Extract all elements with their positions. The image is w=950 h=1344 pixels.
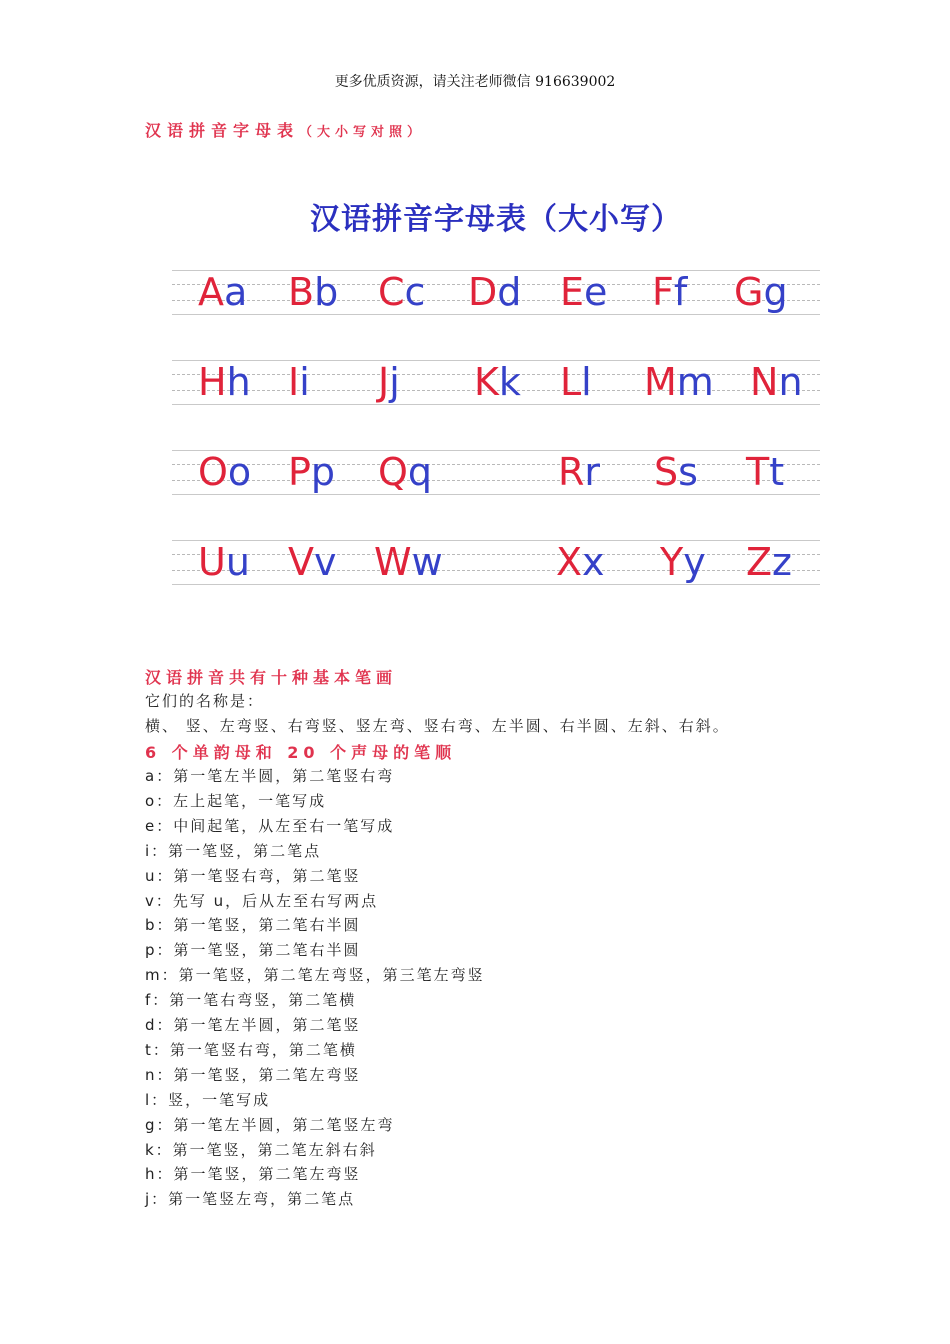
uppercase-letter: O [198,450,228,494]
ruled-line [172,314,820,315]
uppercase-letter: D [468,270,498,314]
page-heading-paren: （大小写对照） [299,125,426,140]
letter-pair [198,450,251,494]
stroke-order-item: j：第一笔竖左弯，第二笔点 [145,1190,356,1209]
letter-pair [556,540,605,584]
uppercase-letter: L [560,360,582,404]
stroke-order-item: l：竖，一笔写成 [145,1090,271,1109]
ruled-line [172,494,820,495]
ruled-line [172,540,820,541]
letter-pair [750,360,803,404]
stroke-order-item: t：第一笔竖右弯，第二笔横 [145,1040,357,1059]
letter-pair [654,450,698,494]
uppercase-letter: J [378,360,390,404]
uppercase-letter: T [746,450,770,494]
stroke-order-item: d：第一笔左半圆，第二笔竖 [145,1016,361,1034]
uppercase-letter: Y [660,540,684,584]
uppercase-letter: H [198,360,227,404]
lowercase-letter: y [683,540,706,584]
header-note: 更多优质资源，请关注老师微信 916639002 [334,74,616,90]
letter-pair [660,540,706,584]
stroke-order-item: a：第一笔左半圆，第二笔竖右弯 [145,767,395,785]
lowercase-letter: k [498,360,521,404]
lowercase-letter: a [224,270,248,314]
uppercase-letter: X [556,540,583,584]
letter-pair [652,270,687,314]
lowercase-letter: x [582,540,605,584]
letter-pair [558,450,600,494]
ruled-line [172,570,820,571]
letter-pair [746,540,792,584]
order-section-title: 6 个单韵母和 20 个声母的笔顺 [145,743,457,762]
lowercase-letter: e [584,270,608,314]
uppercase-letter: R [558,450,585,494]
ruled-line [172,584,820,585]
stroke-order-item: m：第一笔竖，第二笔左弯竖，第三笔左弯竖 [145,966,485,985]
lowercase-letter: h [226,360,251,404]
letter-pair [374,540,443,584]
lowercase-letter: c [404,270,426,314]
letter-pair [198,270,247,314]
letter-pair [288,450,335,494]
uppercase-letter: S [654,450,679,494]
stroke-order-item: n：第一笔竖，第二笔左弯竖 [145,1065,361,1084]
uppercase-letter: Q [378,450,408,494]
alphabet-chart [172,186,820,626]
lowercase-letter: v [314,540,337,584]
uppercase-letter: I [288,360,300,404]
letter-pair [288,540,337,584]
strokes-section-title: 汉语拼音共有十种基本笔画 [145,668,398,687]
stroke-order-item: u：第一笔竖右弯，第二笔竖 [145,866,361,885]
stroke-order-item: h：第一笔竖，第二笔左弯竖 [145,1165,361,1184]
uppercase-letter: P [288,450,311,494]
letter-pair [288,270,338,314]
strokes-intro: 它们的名称是： [145,692,265,710]
lowercase-letter: d [497,270,522,314]
lowercase-letter: j [389,360,400,404]
stroke-order-item: v：先写 u，后从左至右写两点 [145,891,379,910]
lowercase-letter: l [581,360,592,404]
uppercase-letter: V [288,540,314,584]
uppercase-letter: K [474,360,499,404]
ruled-row [172,450,820,494]
stroke-order-item: o：左上起笔，一笔写成 [145,791,327,810]
ruled-line [172,450,820,451]
lowercase-letter: m [676,360,714,404]
alphabet-chart-title: 汉语拼音字母表（大小写） [310,202,682,237]
letter-pair [378,450,432,494]
uppercase-letter: B [288,270,315,314]
lowercase-letter: s [678,450,698,494]
letter-pair [288,360,310,404]
lowercase-letter: f [673,270,688,314]
page-heading [145,118,425,141]
uppercase-letter: W [374,540,412,584]
letter-pair [378,360,400,404]
ruled-line [172,464,820,465]
lowercase-letter: q [407,450,433,494]
stroke-order-item: f：第一笔右弯竖，第二笔横 [145,991,357,1010]
uppercase-letter: M [644,360,677,404]
lowercase-letter: b [314,270,339,314]
lowercase-letter: r [584,450,601,494]
lowercase-letter: z [772,540,792,584]
letter-pair [378,270,425,314]
lowercase-letter: t [769,450,785,494]
page-heading-main: 汉语拼音字母表 [145,121,300,140]
lowercase-letter: i [299,360,310,404]
lowercase-letter: p [310,450,336,494]
uppercase-letter: U [198,540,226,584]
strokes-list: 横、 竖、左弯竖、右弯竖、竖左弯、竖右弯、左半圆、右半圆、左斜、右斜。 [145,717,730,735]
stroke-order-item: e：中间起笔，从左至右一笔写成 [145,816,395,835]
ruled-line [172,480,820,481]
lowercase-letter: w [411,540,443,584]
stroke-order-item: b：第一笔竖，第二笔右半圆 [145,916,361,935]
uppercase-letter: G [734,270,764,314]
letter-pair [468,270,521,314]
ruled-row [172,540,820,584]
ruled-line [172,554,820,555]
letter-pair [746,450,784,494]
letter-pair [198,360,251,404]
letter-pair [474,360,521,404]
lowercase-letter: n [778,360,803,404]
stroke-order-item: g：第一笔左半圆，第二笔竖左弯 [145,1115,395,1134]
uppercase-letter: Z [746,540,773,584]
uppercase-letter: N [750,360,779,404]
letter-pair [734,270,788,314]
stroke-order-item: p：第一笔竖，第二笔右半圆 [145,941,361,960]
lowercase-letter: o [227,450,252,494]
lowercase-letter: u [225,540,250,584]
stroke-order-item: i：第一笔竖，第二笔点 [145,841,322,860]
lowercase-letter: g [763,270,788,314]
letter-pair [560,270,607,314]
letter-pair [644,360,714,404]
uppercase-letter: F [652,270,674,314]
ruled-line [172,404,820,405]
letter-pair [560,360,592,404]
letter-pair [198,540,250,584]
uppercase-letter: E [560,270,585,314]
uppercase-letter: C [378,270,405,314]
stroke-order-item: k：第一笔竖，第二笔左斜右斜 [145,1140,377,1159]
uppercase-letter: A [198,270,224,314]
